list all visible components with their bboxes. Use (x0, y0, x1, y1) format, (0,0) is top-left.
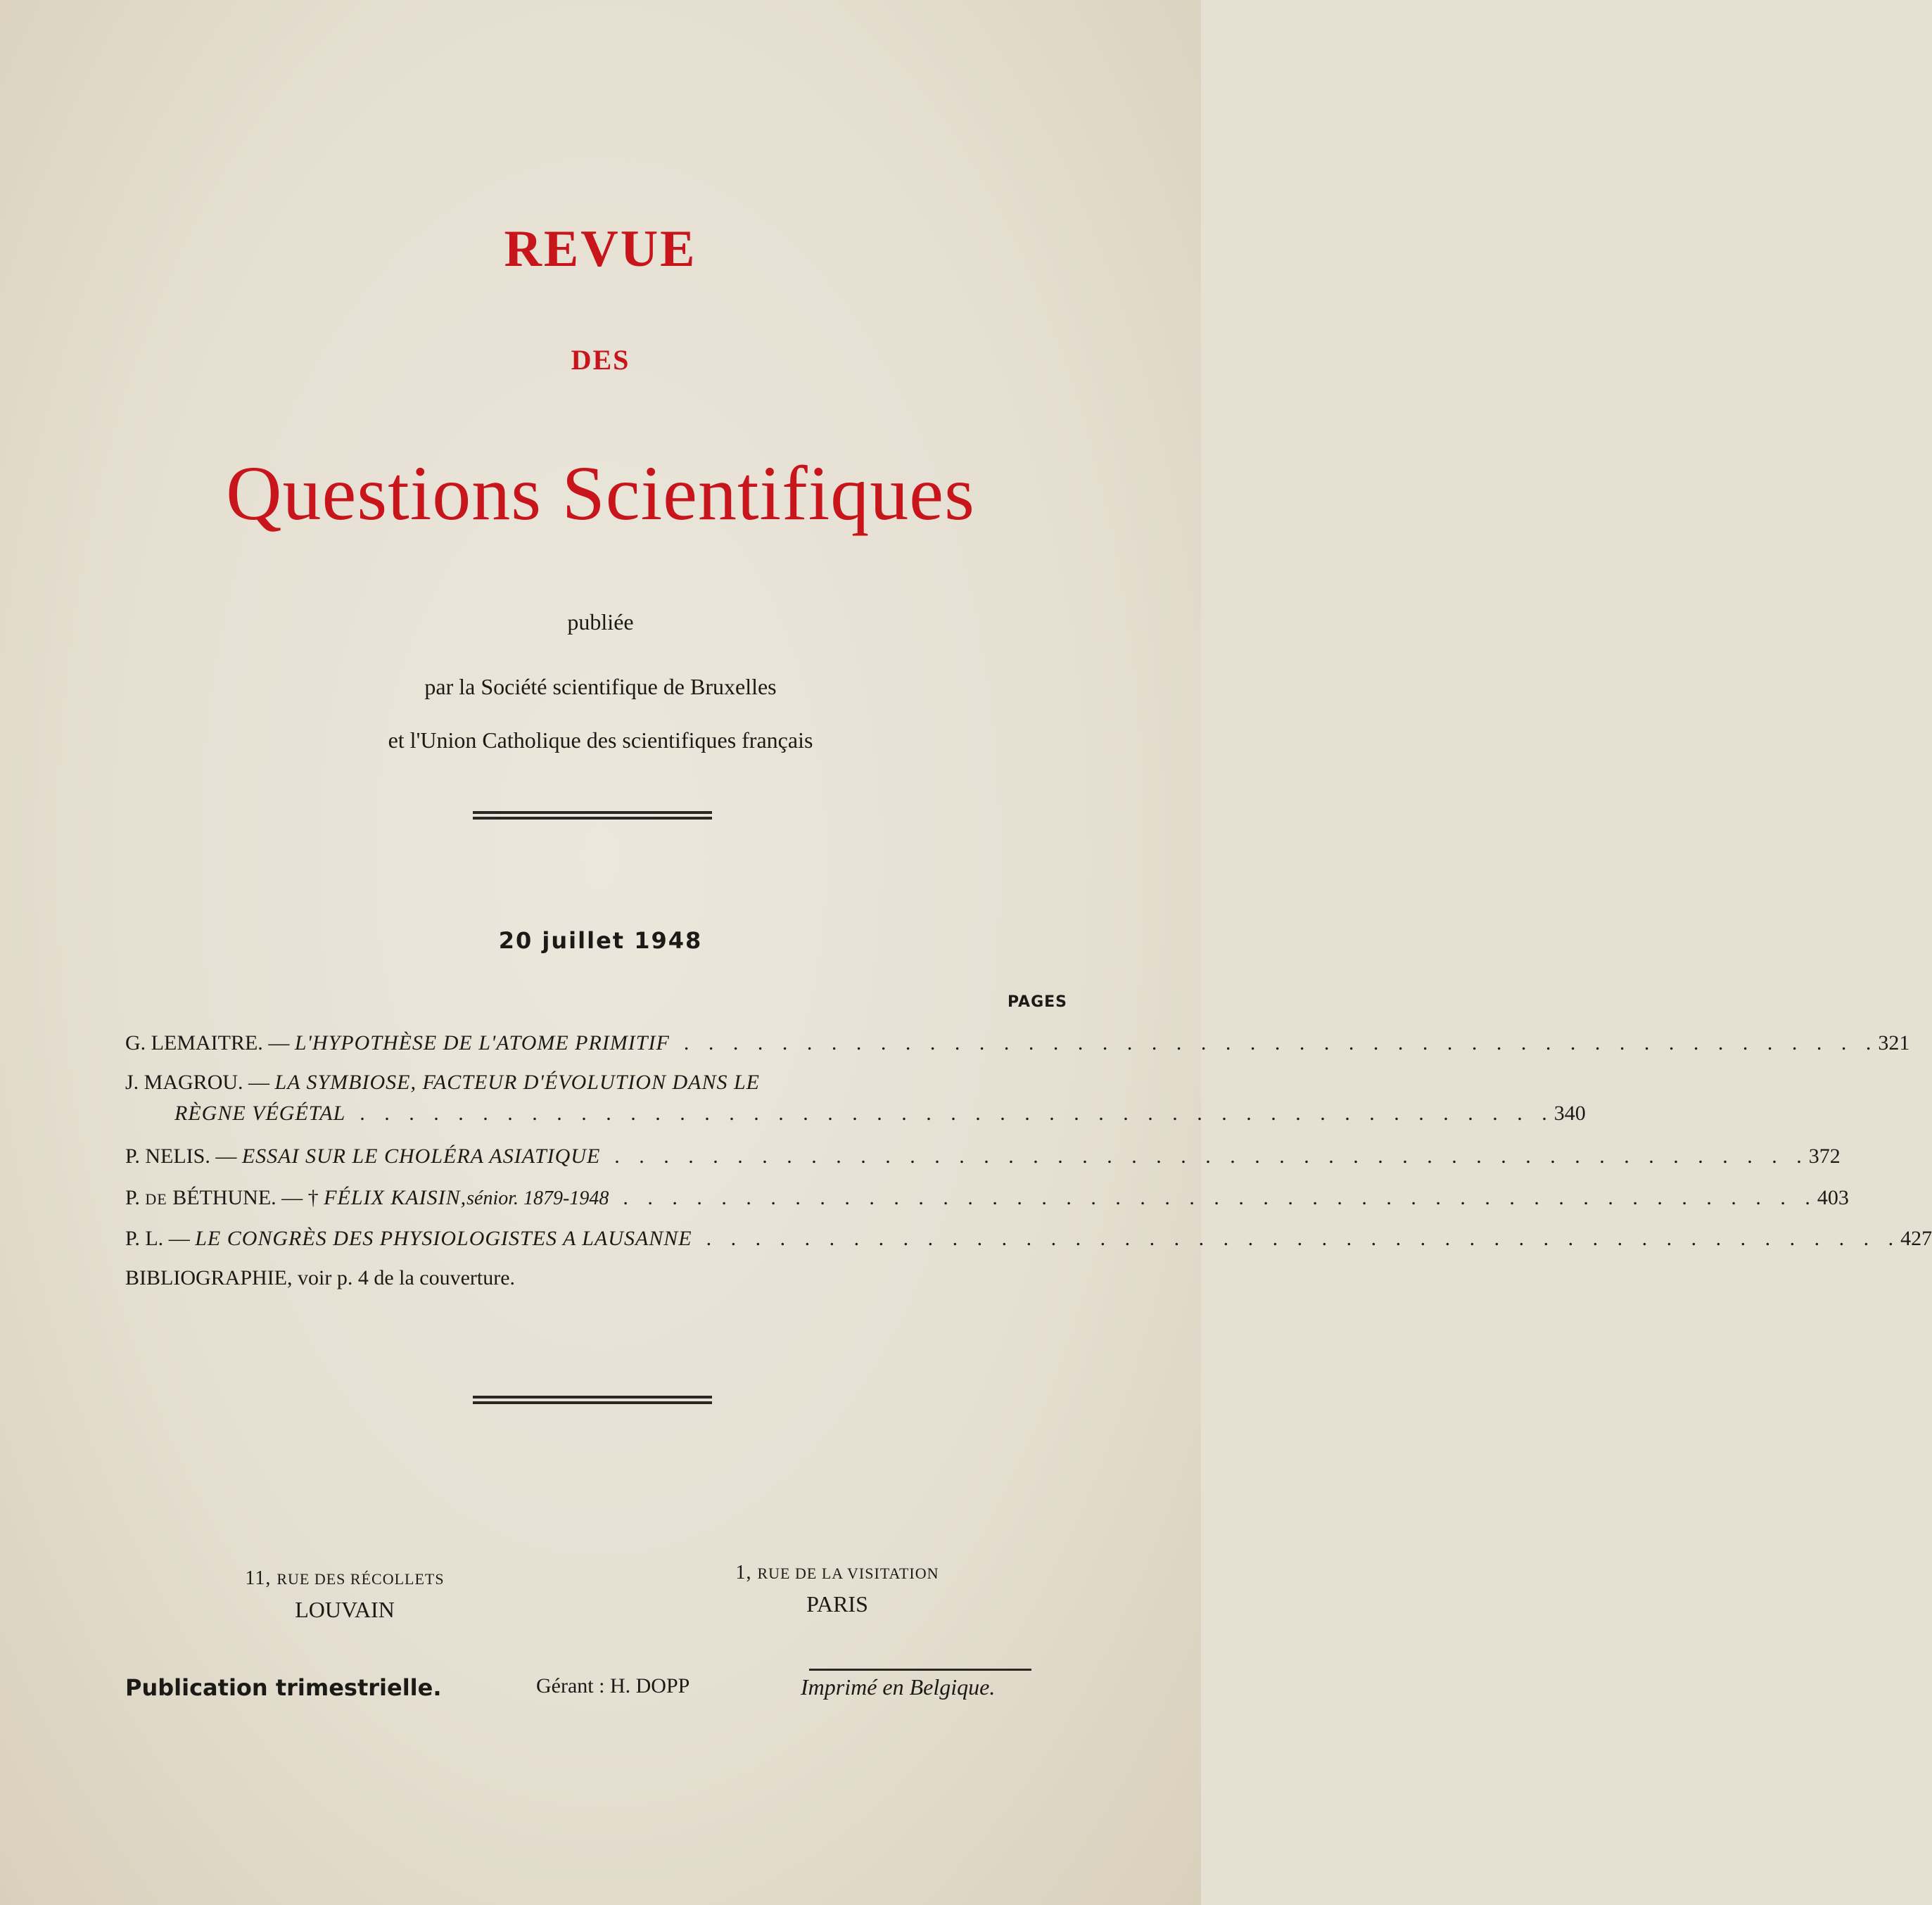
masthead-revue: REVUE (504, 220, 697, 278)
toc-title: LE CONGRÈS DES PHYSIOLOGISTES A LAUSANNE (195, 1227, 692, 1250)
toc-entry-continuation (174, 1102, 1586, 1126)
publiee-label: publiée (567, 609, 634, 635)
toc-title: LA SYMBIOSE, FACTEUR D'ÉVOLUTION DANS LE (274, 1071, 760, 1094)
masthead-des: DES (571, 344, 630, 376)
address-city: PARIS (806, 1591, 868, 1617)
toc-page-number: 372 (1808, 1145, 1841, 1168)
toc-separator: — † (276, 1186, 324, 1209)
toc-leader-dots: . . . . . . . . . . . . . . . . . . . . . . . . . . . . . . . . . . . . . . . . . . . . . . . . . (360, 1102, 1554, 1125)
address-street: 11, RUE DES RÉCOLLETS (245, 1567, 445, 1589)
toc-author (125, 1186, 277, 1210)
toc-separator: — (163, 1227, 196, 1250)
toc-entry (125, 1145, 1841, 1168)
toc-author-particle: DE (145, 1190, 167, 1208)
toc-leader-dots: . . . . . . . . . . . . . . . . . . . . . . . . . . . . . . . . . . . . . . . . . . . . . . . . . (623, 1186, 1817, 1209)
toc-author: G. LEMAITRE. (125, 1031, 263, 1055)
toc-author-initial: P. (125, 1186, 140, 1209)
toc-page-number: 340 (1553, 1102, 1586, 1125)
address-street: 1, RUE DE LA VISITATION (735, 1562, 939, 1584)
toc-entry (125, 1071, 1068, 1095)
toc-leader-dots: . . . . . . . . . . . . . . . . . . . . . . . . . . . . . . . . . . . . . . . . . . . . . . . . . (683, 1031, 1879, 1055)
address-paris (661, 1562, 1013, 1617)
toc-separator: — (243, 1071, 275, 1094)
bibliographie-note: BIBLIOGRAPHIE, voir p. 4 de la couverture. (125, 1266, 516, 1289)
toc-entry (125, 1186, 1849, 1210)
toc-title: FÉLIX KAISIN, (324, 1186, 467, 1209)
toc-page-number: 321 (1878, 1031, 1910, 1055)
gerant-note: Gérant : H. DOPP (536, 1674, 690, 1697)
toc-title: L'HYPOTHÈSE DE L'ATOME PRIMITIF (294, 1031, 670, 1055)
toc-page-number: 403 (1817, 1186, 1849, 1209)
printed-in-note: Imprimé en Belgique. (801, 1674, 996, 1700)
journal-title: Questions Scientifiques (226, 450, 975, 536)
toc-subtitle: sénior. 1879-1948 (466, 1187, 609, 1209)
imprime-rule (809, 1669, 1031, 1671)
publication-frequency: Publication trimestrielle. (125, 1674, 442, 1701)
publisher-line-2: et l'Union Catholique des scientifiques français (388, 727, 813, 753)
address-city: LOUVAIN (295, 1597, 395, 1622)
pages-column-label: PAGES (1007, 993, 1067, 1011)
toc-leader-dots: . . . . . . . . . . . . . . . . . . . . . . . . . . . . . . . . . . . . . . . . . . . . . . . . . (614, 1145, 1809, 1168)
toc-author: J. MAGROU. (125, 1071, 243, 1094)
toc-author-surname: BÉTHUNE. (172, 1186, 277, 1209)
toc-title-continuation: RÈGNE VÉGÉTAL (174, 1102, 346, 1125)
toc-author: P. L. (125, 1227, 164, 1250)
toc-separator: — (210, 1145, 242, 1168)
toc-bibliographie (125, 1266, 1068, 1290)
publisher-line-1: par la Société scientifique de Bruxelles (424, 674, 777, 699)
double-rule-bottom (473, 1396, 712, 1406)
toc-title: ESSAI SUR LE CHOLÉRA ASIATIQUE (241, 1145, 601, 1168)
issue-date: 20 juillet 1948 (498, 927, 703, 954)
toc-separator: — (262, 1031, 295, 1055)
toc-entry (125, 1227, 1932, 1251)
toc-leader-dots: . . . . . . . . . . . . . . . . . . . . . . . . . . . . . . . . . . . . . . . . . . . . . . . . . (706, 1227, 1901, 1250)
toc-entry (125, 1031, 1910, 1055)
toc-author: P. NELIS. (125, 1145, 210, 1168)
double-rule-top (473, 811, 712, 821)
address-louvain (183, 1567, 507, 1623)
toc-page-number: 427 (1900, 1227, 1932, 1250)
